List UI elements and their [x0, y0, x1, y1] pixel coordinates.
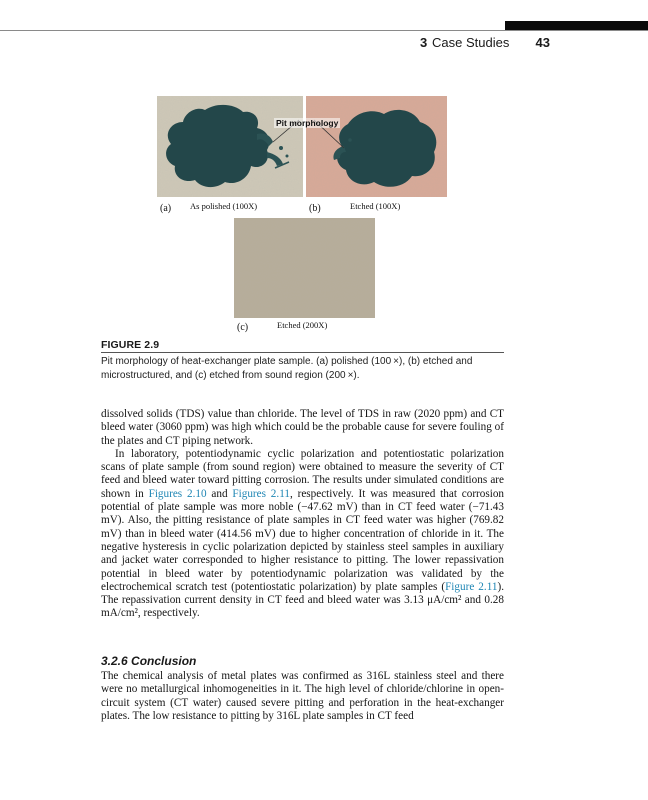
- figure-link-2-11[interactable]: Figures 2.11: [232, 487, 290, 500]
- chapter-title: Case Studies: [432, 35, 510, 50]
- body-text-main: [101, 408, 504, 621]
- chapter-number: 3: [420, 35, 428, 50]
- figure-link-2-11-b[interactable]: Figure 2.11: [445, 580, 498, 593]
- header-rule: [0, 30, 648, 31]
- panel-a-label: As polished (100X): [190, 201, 258, 211]
- micrograph-c: [234, 218, 375, 318]
- panel-c-letter: (c): [237, 322, 249, 333]
- figure-title: FIGURE 2.9: [101, 339, 160, 351]
- body-text-conclusion: [101, 670, 504, 723]
- running-head: [420, 35, 550, 53]
- panel-c-label: Etched (200X): [277, 320, 328, 330]
- panel-b-label: Etched (100X): [350, 201, 401, 211]
- panel-b-letter: (b): [309, 203, 321, 214]
- figure-link-2-10[interactable]: Figures 2.10: [148, 487, 207, 500]
- paragraph-2: In laboratory, potentiodynamic cyclic polarization and potentiostatic polarization scans of plate sample (from sound region) were obtained to measure the severity of CT feed and bleed water toward pitting corrosion. The results under simulated conditions are shown in Figures 2.10 and Figures 2.11, respectively. It was measured that corrosion potential of plate sample was more noble (−47.62 mV) than in CT feed water (−71.43 mV). Also, the pitting resistance of plate samples in CT feed water was higher (769.82 mV) than in bleed water (414.56 mV) due to higher concentration of chloride in it. The negative hysteresis in cyclic polarization depicted by stainless steel samples in auxiliary and jacket water corresponded to higher resistance to pitting. The lower repassivation potential in bleed water by potentiodynamic polarization was validated by the electrochemical scratch test (potentiostatic polarization) by plate samples (Figure 2.11). The repassivation current density in CT feed and bleed water was 3.13 μA/cm² and 0.28 mA/cm², respectively.: [101, 447, 505, 620]
- panel-a-letter: (a): [160, 203, 172, 214]
- figure-caption-rule: [101, 352, 504, 353]
- micrograph-b: [306, 96, 447, 197]
- page-number: 43: [535, 35, 550, 50]
- paragraph-3: The chemical analysis of metal plates was confirmed as 316L stainless steel and there were no metallurgical inhomogeneities in it. The high level of chloride/chlorine in open-circuit system (CT water) caused severe pitting and perforation in the heat-exchanger plates. The low resistance to pitting by 316L plate samples in CT feed: [101, 670, 504, 722]
- paragraph-1: dissolved solids (TDS) value than chloride. The level of TDS in raw (2020 ppm) and CT bleed water (3060 ppm) was high which could be the probable cause for severe fouling of the plates and CT piping network.: [101, 408, 504, 447]
- pit-morphology-label: Pit morphology: [276, 118, 339, 128]
- figure-caption: Pit morphology of heat-exchanger plate sample. (a) polished (100 ×), (b) etched and microstructured, and (c) etched from sound region (200 ×).: [101, 356, 473, 381]
- micrograph-a: [157, 96, 303, 197]
- section-heading: 3.2.6 Conclusion: [101, 654, 197, 668]
- header-bar: [505, 21, 648, 30]
